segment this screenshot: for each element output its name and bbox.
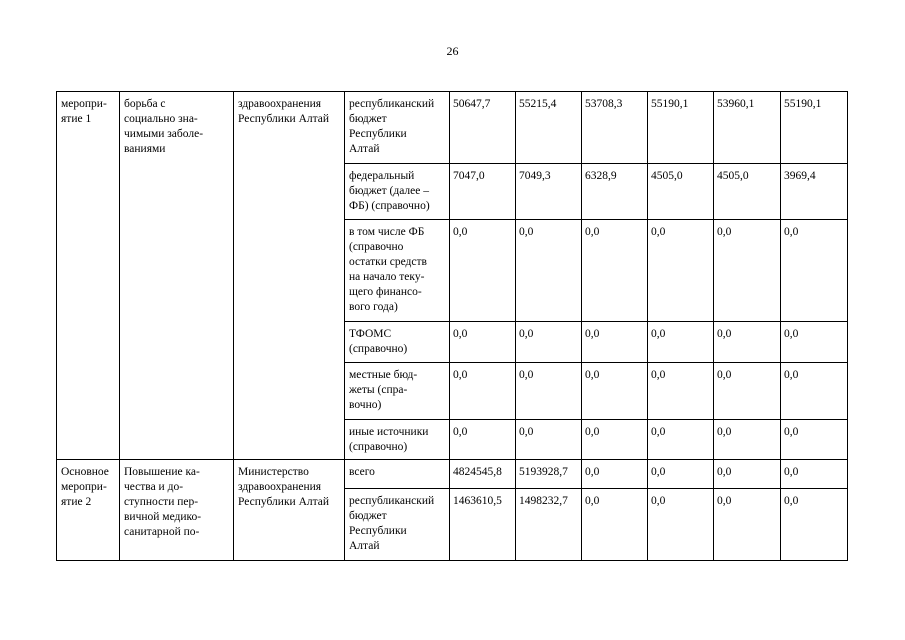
value-cell: 0,0 <box>582 460 648 489</box>
value-cell: 0,0 <box>648 420 714 460</box>
value-cell: 0,0 <box>450 220 516 322</box>
value-cell: 0,0 <box>648 460 714 489</box>
executor-cell: Министерство здравоохранения Республики Алтай <box>234 460 345 561</box>
value-cell: 0,0 <box>450 363 516 420</box>
value-cell: 4505,0 <box>648 164 714 220</box>
value-cell: 0,0 <box>648 220 714 322</box>
value-cell: 0,0 <box>781 363 848 420</box>
value-cell: 0,0 <box>516 322 582 363</box>
value-cell: 1463610,5 <box>450 489 516 561</box>
value-cell: 0,0 <box>781 220 848 322</box>
value-cell: 0,0 <box>648 489 714 561</box>
table-row <box>57 460 848 489</box>
event-name-cell: Повышение ка- чества и до- ступности пер- вичной медико- санитарной по- <box>120 460 234 561</box>
value-cell: 0,0 <box>648 363 714 420</box>
value-cell: 5193928,7 <box>516 460 582 489</box>
value-cell: 6328,9 <box>582 164 648 220</box>
funding-source-cell: в том числе ФБ (справочно остатки средств на начало теку- щего финансо- вого года) <box>345 220 450 322</box>
value-cell: 55190,1 <box>781 92 848 164</box>
value-cell: 0,0 <box>714 420 781 460</box>
event-cell: Основное меропри- ятие 2 <box>57 460 120 561</box>
executor-cell: здравоохранения Республики Алтай <box>234 92 345 460</box>
funding-source-cell: ТФОМС (справочно) <box>345 322 450 363</box>
value-cell: 0,0 <box>582 363 648 420</box>
value-cell: 0,0 <box>714 363 781 420</box>
value-cell: 50647,7 <box>450 92 516 164</box>
funding-source-cell: республиканский бюджет Республики Алтай <box>345 92 450 164</box>
value-cell: 3969,4 <box>781 164 848 220</box>
value-cell: 0,0 <box>648 322 714 363</box>
value-cell: 0,0 <box>516 363 582 420</box>
funding-source-cell: иные источники (справочно) <box>345 420 450 460</box>
value-cell: 0,0 <box>714 489 781 561</box>
value-cell: 0,0 <box>781 489 848 561</box>
value-cell: 0,0 <box>582 420 648 460</box>
value-cell: 0,0 <box>582 322 648 363</box>
value-cell: 0,0 <box>781 460 848 489</box>
value-cell: 4505,0 <box>714 164 781 220</box>
value-cell: 55190,1 <box>648 92 714 164</box>
value-cell: 0,0 <box>450 322 516 363</box>
value-cell: 0,0 <box>781 322 848 363</box>
value-cell: 7049,3 <box>516 164 582 220</box>
page-number: 26 <box>446 44 459 58</box>
value-cell: 0,0 <box>582 489 648 561</box>
value-cell: 55215,4 <box>516 92 582 164</box>
value-cell: 4824545,8 <box>450 460 516 489</box>
value-cell: 53960,1 <box>714 92 781 164</box>
event-name-cell: борьба с социально зна- чимыми заболе- ваниями <box>120 92 234 460</box>
value-cell: 0,0 <box>516 220 582 322</box>
value-cell: 0,0 <box>714 460 781 489</box>
value-cell: 1498232,7 <box>516 489 582 561</box>
table-row <box>57 92 848 164</box>
event-cell: меропри- ятие 1 <box>57 92 120 460</box>
value-cell: 53708,3 <box>582 92 648 164</box>
funding-source-cell: местные бюд- жеты (спра- вочно) <box>345 363 450 420</box>
budget-table <box>56 91 848 561</box>
value-cell: 7047,0 <box>450 164 516 220</box>
funding-source-cell: республиканский бюджет Республики Алтай <box>345 489 450 561</box>
value-cell: 0,0 <box>714 220 781 322</box>
value-cell: 0,0 <box>516 420 582 460</box>
value-cell: 0,0 <box>714 322 781 363</box>
value-cell: 0,0 <box>781 420 848 460</box>
funding-source-cell: федеральный бюджет (далее – ФБ) (справочно) <box>345 164 450 220</box>
value-cell: 0,0 <box>582 220 648 322</box>
funding-source-cell: всего <box>345 460 450 489</box>
value-cell: 0,0 <box>450 420 516 460</box>
